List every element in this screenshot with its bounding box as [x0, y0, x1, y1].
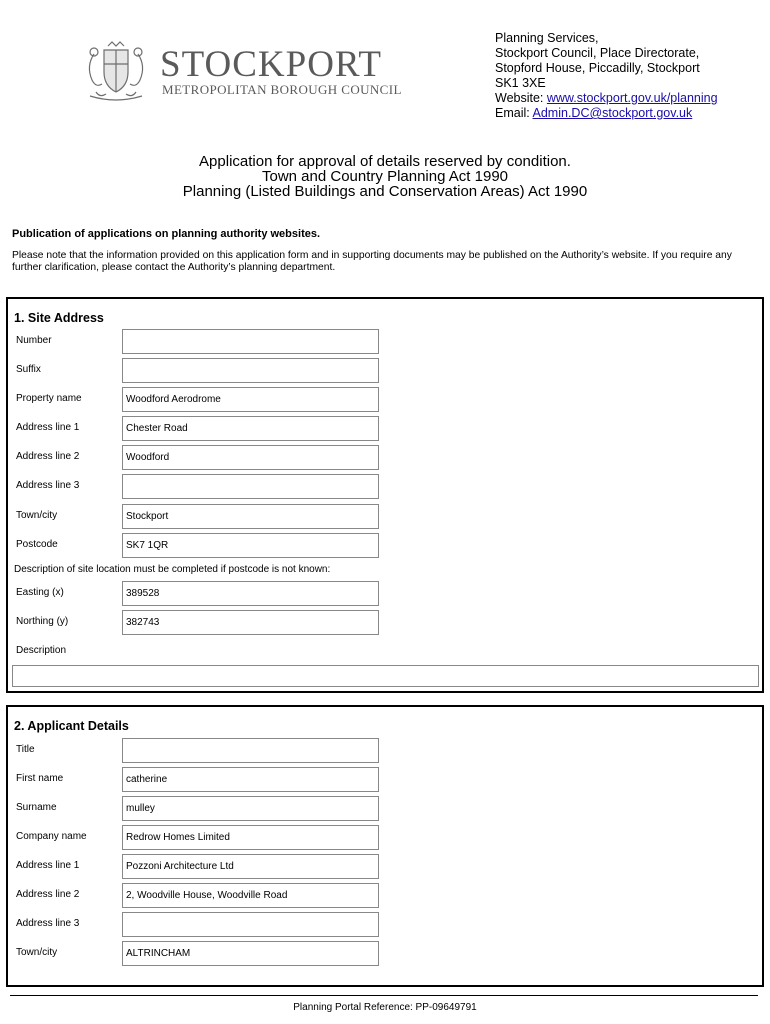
address-line-1-row [16, 416, 396, 441]
suffix-field[interactable] [122, 358, 379, 383]
field-label: Northing (y) [16, 616, 69, 627]
field-label: Address line 1 [16, 422, 80, 433]
property-name-field[interactable]: Woodford Aerodrome [122, 387, 379, 412]
field-label: Number [16, 335, 52, 346]
surname-row [16, 796, 396, 821]
address-line-3-row [16, 912, 396, 937]
publication-heading: Publication of applications on planning authority websites. [12, 228, 321, 240]
town-city-row [16, 504, 396, 529]
postcode-field[interactable]: SK7 1QR [122, 533, 379, 558]
email-link[interactable]: Admin.DC@stockport.gov.uk [532, 106, 693, 120]
address-line-2-field[interactable]: Woodford [122, 445, 379, 470]
council-logo [80, 40, 410, 104]
contact-postcode: SK1 3XE [495, 76, 546, 90]
field-label: Postcode [16, 539, 58, 550]
town-city-field[interactable]: Stockport [122, 504, 379, 529]
field-label: Company name [16, 831, 87, 842]
surname-field[interactable]: mulley [122, 796, 379, 821]
description-label: Description [16, 645, 67, 656]
address-line-3-field[interactable] [122, 474, 379, 499]
number-field[interactable] [122, 329, 379, 354]
address-line-1-field[interactable]: Pozzoni Architecture Ltd [122, 854, 379, 879]
field-label: Suffix [16, 364, 41, 375]
form-act: Planning (Listed Buildings and Conservation Areas) Act 1990 [182, 183, 588, 200]
publication-notice: Please note that the information provided on this application form and in supporting documents may be published on the Authority’s website. If you require any further clarification, please contact the Authority’s planning department. [12, 250, 732, 273]
field-label: Town/city [16, 947, 58, 958]
first-name-row [16, 767, 396, 792]
field-label: Address line 3 [16, 480, 80, 491]
applicant-details-section [6, 705, 764, 987]
contact-block [495, 31, 718, 121]
address-line-1-row [16, 854, 396, 879]
easting-row [16, 581, 396, 606]
field-label: Address line 2 [16, 451, 80, 462]
field-label: Property name [16, 393, 82, 404]
location-note: Description of site location must be completed if postcode is not known: [14, 564, 331, 575]
description-field[interactable] [12, 665, 759, 687]
portal-reference: Planning Portal Reference: PP-09649791 [293, 1002, 477, 1013]
northing-field[interactable]: 382743 [122, 610, 379, 635]
logo-title: STOCKPORT [160, 44, 382, 85]
company-name-field[interactable]: Redrow Homes Limited [122, 825, 379, 850]
website-label: Website: [495, 91, 547, 105]
logo-subtitle: METROPOLITAN BOROUGH COUNCIL [162, 82, 402, 97]
title-row [16, 738, 396, 763]
contact-line: Stopford House, Piccadilly, Stockport [495, 61, 700, 75]
email-label: Email: [495, 106, 533, 120]
property-name-row [16, 387, 396, 412]
address-line-1-field[interactable]: Chester Road [122, 416, 379, 441]
field-label: Address line 1 [16, 860, 80, 871]
contact-email-row [495, 106, 718, 121]
website-link[interactable]: www.stockport.gov.uk/planning [546, 91, 718, 105]
field-label: Address line 2 [16, 889, 80, 900]
contact-line: Planning Services, [495, 31, 599, 45]
coat-of-arms-icon [80, 40, 152, 104]
postcode-row [16, 533, 396, 558]
footer-divider [10, 995, 758, 996]
field-label: Address line 3 [16, 918, 80, 929]
address-line-2-row [16, 883, 396, 908]
contact-line: Stockport Council, Place Directorate, [495, 46, 700, 60]
company-name-row [16, 825, 396, 850]
site-address-section [6, 297, 764, 693]
address-line-3-field[interactable] [122, 912, 379, 937]
title-field[interactable] [122, 738, 379, 763]
northing-row [16, 610, 396, 635]
section-title: 1. Site Address [14, 311, 104, 325]
form-title-block [0, 154, 770, 199]
form-title: Application for approval of details reserved by condition. [199, 153, 571, 170]
easting-field[interactable]: 389528 [122, 581, 379, 606]
field-label: First name [16, 773, 64, 784]
contact-website-row [495, 91, 718, 106]
first-name-field[interactable]: catherine [122, 767, 379, 792]
number-row [16, 329, 396, 354]
field-label: Surname [16, 802, 57, 813]
address-line-3-row [16, 474, 396, 499]
field-label: Title [16, 744, 35, 755]
town-city-row [16, 941, 396, 966]
town-city-field[interactable]: ALTRINCHAM [122, 941, 379, 966]
suffix-row [16, 358, 396, 383]
field-label: Town/city [16, 510, 58, 521]
address-line-2-row [16, 445, 396, 470]
section-title: 2. Applicant Details [14, 719, 129, 733]
field-label: Easting (x) [16, 587, 64, 598]
address-line-2-field[interactable]: 2, Woodville House, Woodville Road [122, 883, 379, 908]
form-act: Town and Country Planning Act 1990 [262, 168, 508, 185]
